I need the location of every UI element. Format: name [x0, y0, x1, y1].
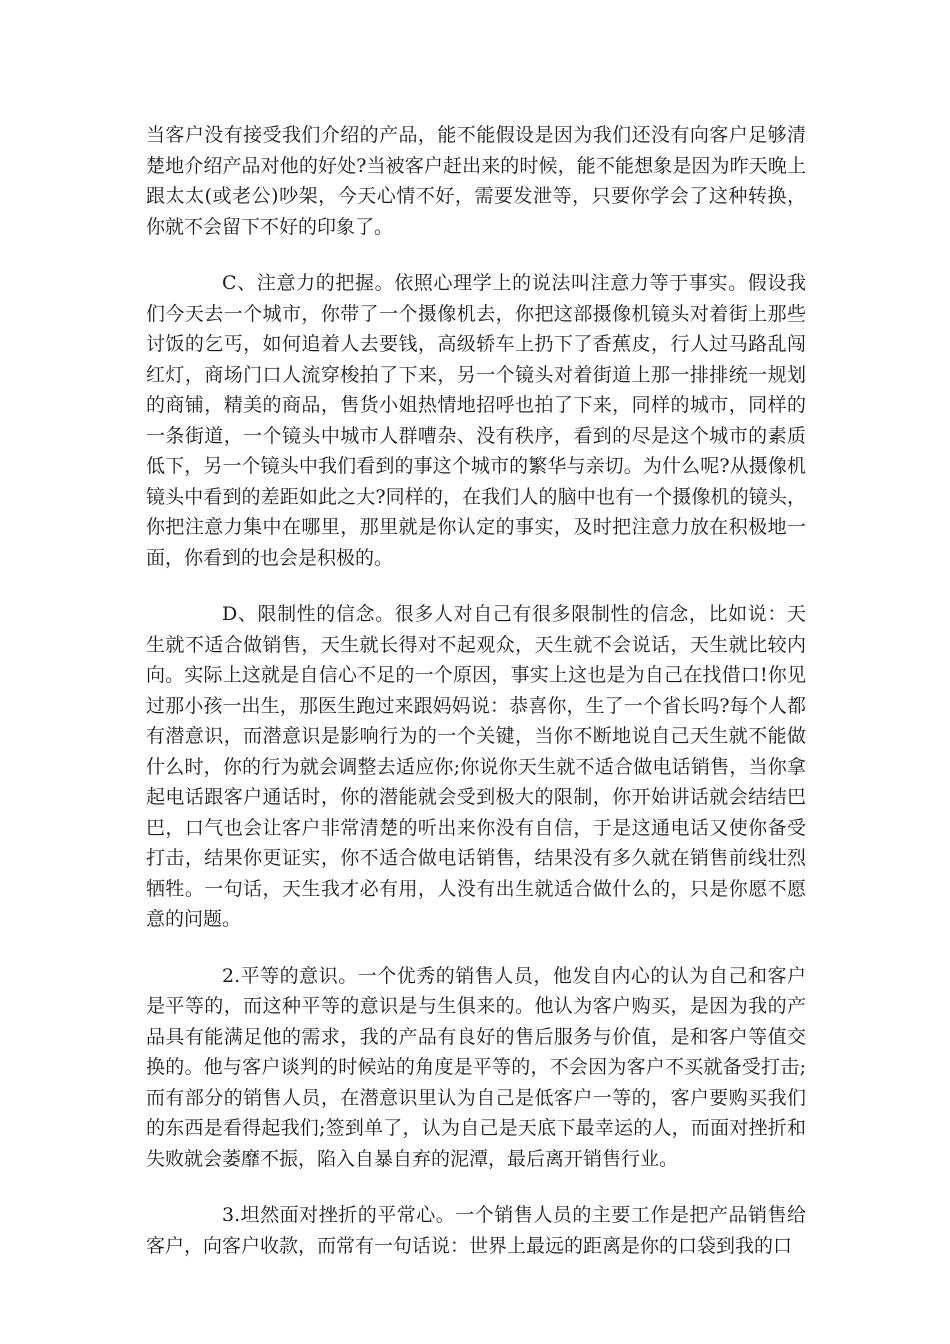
paragraph-3: D、限制性的信念。很多人对自己有很多限制性的信念，比如说：天生就不适合做销售，天生就长得对不起观众，天生就不会说话，天生就比较内向。实际上这就是自信心不足的一个原因，事实上这也是为自己在找借口!你见过那小孩一出生，那医生跑过来跟妈妈说：恭喜你，生了一个省长吗?每个人都有潜意识，而潜意识是影响行为的一个关键，当你不断地说自己天生就不能做什么时，你的行为就会调整去适应你;你说你天生就不适合做电话销售，当你拿起电话跟客户通话时，你的潜能就会受到极大的限制，你开始讲话就会结结巴巴，口气也会让客户非常清楚的听出来你没有自信，于是这通电话又使你备受打击，结果你更证实，你不适合做电话销售，结果没有多久就在销售前线壮烈牺牲。一句话，天生我才必有用，人没有出生就适合做什么的，只是你愿不愿意的问题。 [146, 603, 806, 930]
paragraph-1: 当客户没有接受我们介绍的产品，能不能假设是因为我们还没有向客户足够清楚地介绍产品对他的好处?当被客户赶出来的时候，能不能想象是因为昨天晚上跟太太(或老公)吵架，今天心情不好，需要发泄等，只要你学会了这种转换，你就不会留下不好的印象了。 [146, 124, 806, 238]
paragraph-5: 3.坦然面对挫折的平常心。一个销售人员的主要工作是把产品销售给客户，向客户收款，而常有一句话说：世界上最远的距离是你的口袋到我的口 [146, 1204, 806, 1257]
paragraph-2: C、注意力的把握。依照心理学上的说法叫注意力等于事实。假设我们今天去一个城市，你带了一个摄像机去，你把这部摄像机镜头对着街上那些讨饭的乞丐，如何追着人去要钱，高级轿车上扔下了香蕉皮，行人过马路乱闯红灯，商场门口人流穿梭拍了下来，另一个镜头对着街道上那一排排统一规划的商铺，精美的商品，售货小姐热情地招呼也拍了下来，同样的城市，同样的一条街道，一个镜头中城市人群嘈杂、没有秩序，看到的尽是这个城市的素质低下，另一个镜头中我们看到的事这个城市的繁华与亲切。为什么呢?从摄像机镜头中看到的差距如此之大?同样的，在我们人的脑中也有一个摄像机的镜头，你把注意力集中在哪里，那里就是你认定的事实，及时把注意力放在积极地一面，你看到的也会是积极的。 [146, 272, 806, 569]
paragraph-4: 2.平等的意识。一个优秀的销售人员，他发自内心的认为自己和客户是平等的，而这种平等的意识是与生俱来的。他认为客户购买，是因为我的产品具有能满足他的需求，我的产品有良好的售后服务与价值，是和客户等值交换的。他与客户谈判的时候站的角度是平等的，不会因为客户不买就备受打击;而有部分的销售人员，在潜意识里认为自己是低客户一等的，客户要购买我们的东西是看得起我们;签到单了，认为自己是天底下最幸运的人，而面对挫折和失败就会萎靡不振，陷入自暴自弃的泥潭，最后离开销售行业。 [146, 964, 806, 1170]
document-page [146, 120, 806, 1287]
